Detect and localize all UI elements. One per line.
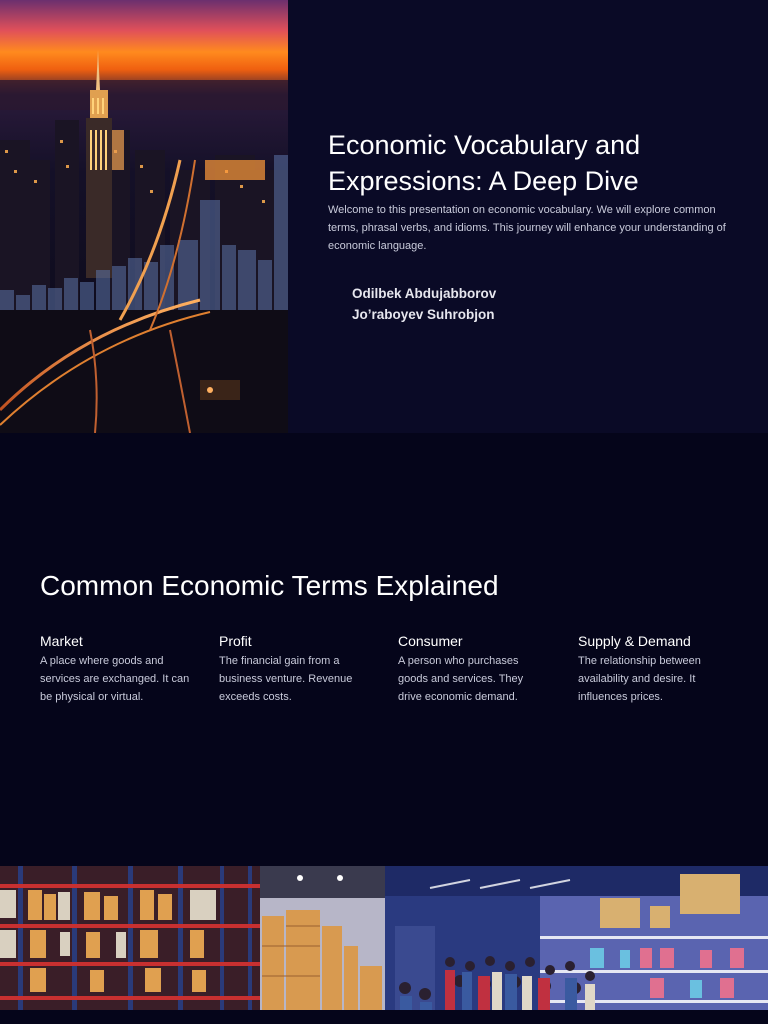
term-description: The financial gain from a business venture. Revenue exceeds costs. [219, 655, 353, 703]
term-card-supply-demand [578, 631, 728, 706]
warehouse-shelves-image [0, 866, 385, 1010]
city-skyline-image [0, 0, 288, 433]
term-title: Consumer [398, 633, 463, 649]
bottom-image-strip [0, 866, 768, 1010]
presentation-title: Economic Vocabulary and Expressions: A Deep Dive [328, 130, 641, 196]
term-description: The relationship between availability and desire. It influences prices. [578, 655, 701, 703]
section-title: Common Economic Terms Explained [40, 570, 499, 601]
terms-grid [40, 631, 740, 711]
crowded-store-image [385, 866, 768, 1010]
term-card-profit [219, 631, 369, 706]
term-description: A place where goods and services are exchanged. It can be physical or virtual. [40, 655, 190, 703]
term-title: Profit [219, 633, 252, 649]
term-title: Market [40, 633, 83, 649]
intro-paragraph: Welcome to this presentation on economic vocabulary. We will explore common terms, phrasal verbs, and idioms. This journey will enhance your understanding of economic language. [328, 204, 726, 252]
term-card-consumer [398, 631, 548, 706]
author-list [352, 283, 496, 325]
author-name: Odilbek Abdujabborov [352, 286, 497, 301]
title-slide [0, 0, 768, 433]
author-name: Jo’raboyev Suhrobjon [352, 307, 495, 322]
term-card-market [40, 631, 190, 706]
term-title: Supply & Demand [578, 633, 691, 649]
term-description: A person who purchases goods and services. They drive economic demand. [398, 655, 524, 703]
title-block [328, 127, 728, 255]
